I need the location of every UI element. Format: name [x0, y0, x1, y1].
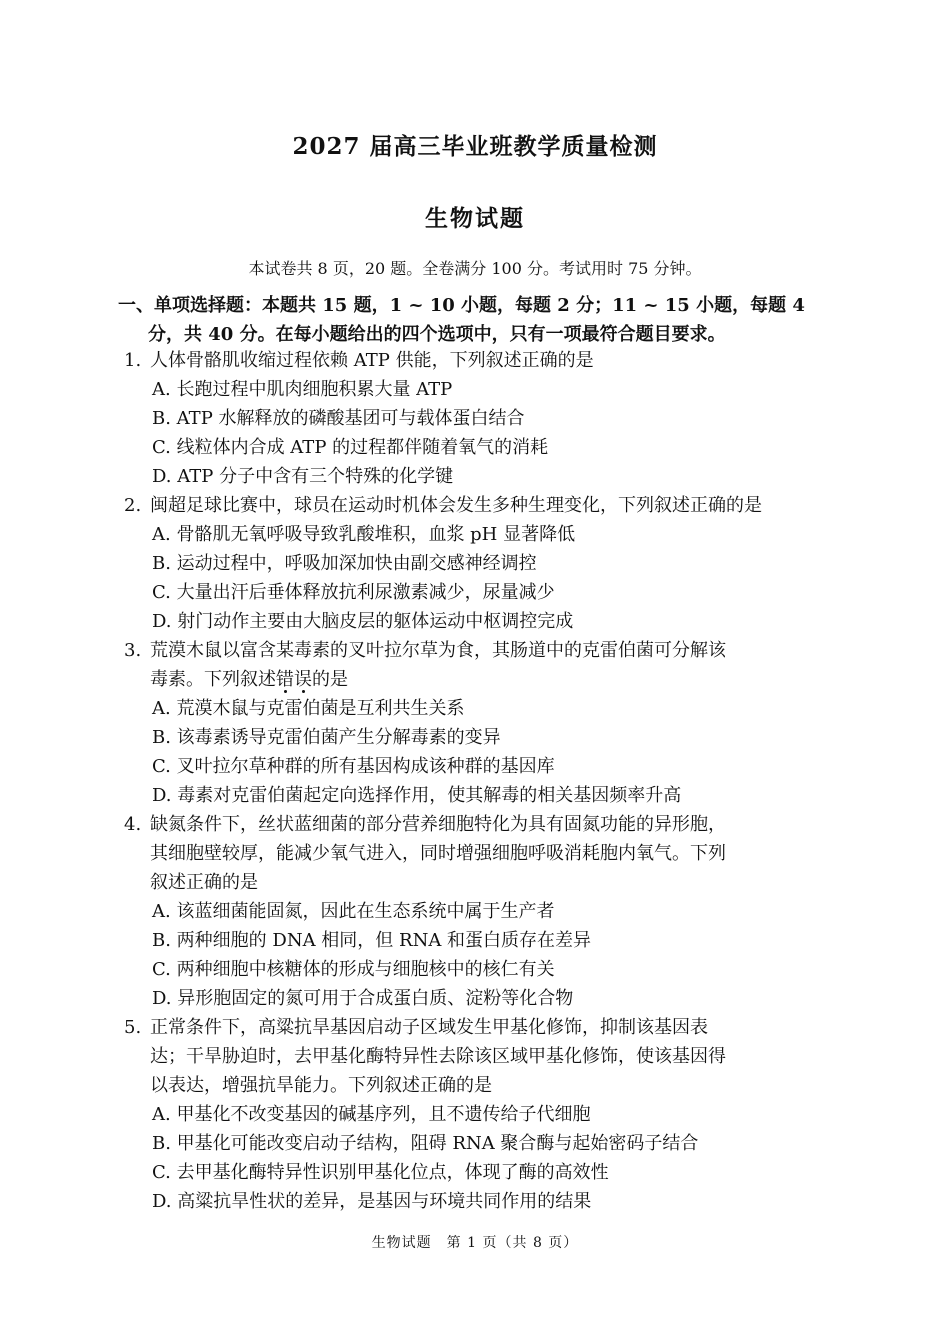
question-number: 2.	[124, 495, 142, 516]
exam-title: 2027 届高三毕业班教学质量检测	[292, 133, 658, 160]
option-c: C. 叉叶拉尔草种群的所有基因构成该种群的基因库	[152, 756, 555, 777]
question-list	[124, 346, 844, 1216]
option-b: B. 甲基化可能改变启动子结构，阻碍 RNA 聚合酶与起始密码子结合	[152, 1133, 699, 1154]
option-b: B. ATP 水解释放的磷酸基团可与载体蛋白结合	[152, 408, 525, 429]
question-2	[124, 491, 844, 636]
option-c: C. 线粒体内合成 ATP 的过程都伴随着氧气的消耗	[152, 437, 549, 458]
question-number: 1.	[124, 350, 142, 371]
option-c: C. 两种细胞中核糖体的形成与细胞核中的核仁有关	[152, 959, 555, 980]
question-stem: 正常条件下，高粱抗旱基因启动子区域发生甲基化修饰，抑制该基因表	[150, 1017, 708, 1038]
question-4	[124, 810, 844, 1013]
option-b: B. 两种细胞的 DNA 相同，但 RNA 和蛋白质存在差异	[152, 930, 592, 951]
question-stem-continued: 其细胞壁较厚，能减少氧气进入，同时增强细胞呼吸消耗胞内氧气。下列	[150, 843, 726, 864]
option-a: A. 甲基化不改变基因的碱基序列，且不遗传给子代细胞	[152, 1104, 591, 1125]
section-heading-line1: 一、单项选择题：本题共 15 题，1 ~ 10 小题，每题 2 分；11 ~ 15 小题，每题 4	[118, 295, 805, 316]
option-b: B. 运动过程中，呼吸加深加快由副交感神经调控	[152, 553, 537, 574]
option-d: D. 异形胞固定的氮可用于合成蛋白质、淀粉等化合物	[152, 988, 574, 1009]
question-1	[124, 346, 844, 491]
section-heading-line2: 分，共 40 分。在每小题给出的四个选项中，只有一项最符合题目要求。	[148, 324, 726, 345]
exam-intro: 本试卷共 8 页，20 题。全卷满分 100 分。考试用时 75 分钟。	[248, 259, 702, 278]
question-stem-continued: 毒素。下列叙述错误的是	[150, 669, 348, 690]
option-a: A. 荒漠木鼠与克雷伯菌是互利共生关系	[152, 698, 465, 719]
subject-title: 生物试题	[425, 205, 525, 232]
question-number: 5.	[124, 1017, 142, 1038]
question-3	[124, 636, 844, 810]
question-5	[124, 1013, 844, 1216]
question-stem-continued: 以表达，增强抗旱能力。下列叙述正确的是	[150, 1075, 492, 1096]
option-a: A. 骨骼肌无氧呼吸导致乳酸堆积，血浆 pH 显著降低	[152, 524, 576, 545]
question-number: 3.	[124, 640, 142, 661]
option-a: A. 长跑过程中肌肉细胞积累大量 ATP	[152, 379, 453, 400]
question-stem-continued: 达；干旱胁迫时，去甲基化酶特异性去除该区域甲基化修饰，使该基因得	[150, 1046, 726, 1067]
option-d: D. 高粱抗旱性状的差异，是基因与环境共同作用的结果	[152, 1191, 592, 1212]
option-d: D. 射门动作主要由大脑皮层的躯体运动中枢调控完成	[152, 611, 574, 632]
page-footer: 生物试题 第 1 页（共 8 页）	[371, 1235, 579, 1251]
option-d: D. ATP 分子中含有三个特殊的化学键	[152, 466, 454, 487]
question-stem: 人体骨骼肌收缩过程依赖 ATP 供能，下列叙述正确的是	[150, 350, 594, 371]
emphasized-word: 错误	[276, 669, 312, 690]
question-stem: 缺氮条件下，丝状蓝细菌的部分营养细胞特化为具有固氮功能的异形胞，	[150, 814, 726, 835]
question-stem-continued: 叙述正确的是	[150, 872, 258, 893]
question-stem: 闽超足球比赛中，球员在运动时机体会发生多种生理变化，下列叙述正确的是	[150, 495, 762, 516]
option-c: C. 去甲基化酶特异性识别甲基化位点，体现了酶的高效性	[152, 1162, 609, 1183]
section-heading	[118, 291, 848, 349]
option-d: D. 毒素对克雷伯菌起定向选择作用，使其解毒的相关基因频率升高	[152, 785, 682, 806]
option-b: B. 该毒素诱导克雷伯菌产生分解毒素的变异	[152, 727, 501, 748]
option-c: C. 大量出汗后垂体释放抗利尿激素减少，尿量减少	[152, 582, 555, 603]
question-stem: 荒漠木鼠以富含某毒素的叉叶拉尔草为食，其肠道中的克雷伯菌可分解该	[150, 640, 726, 661]
option-a: A. 该蓝细菌能固氮，因此在生态系统中属于生产者	[152, 901, 555, 922]
question-number: 4.	[124, 814, 142, 835]
